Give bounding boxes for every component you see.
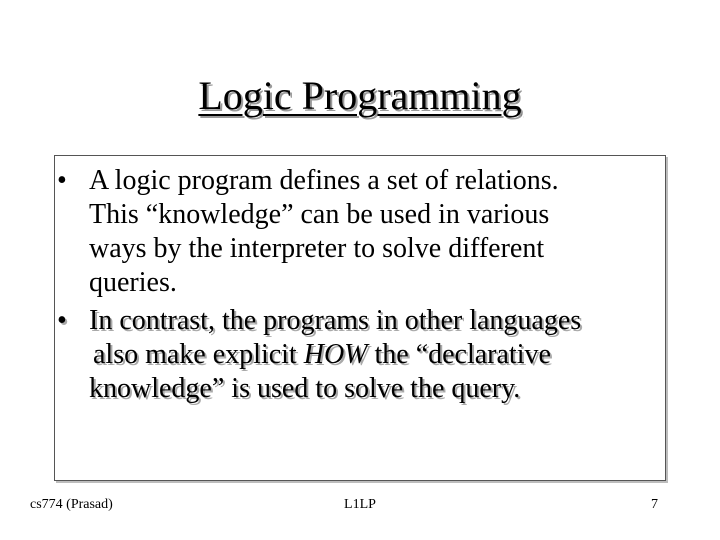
- footer-lecture: L1LP: [344, 497, 376, 512]
- slide-title: [0, 72, 720, 120]
- bullet-text: [89, 164, 667, 300]
- bullet-list: [57, 164, 667, 410]
- bullet-line: In contrast, the programs in other languages: [89, 305, 582, 336]
- bullet-line: queries.: [89, 267, 177, 298]
- footer-page-number: 7: [651, 497, 658, 512]
- bullet-marker: •: [57, 165, 67, 196]
- content-box: [54, 155, 666, 481]
- bullet-line: knowledge” is used to solve the query.: [89, 373, 521, 404]
- emphasized-word: HOW: [303, 339, 368, 370]
- slide-title-text: Logic Programming: [198, 73, 522, 118]
- bullet-text: [89, 304, 667, 406]
- bullet-line-part: also make explicit: [93, 339, 297, 370]
- bullet-item-1: [57, 164, 667, 300]
- bullet-line: A logic program defines a set of relations.: [89, 165, 559, 196]
- bullet-marker: •: [57, 305, 67, 336]
- bullet-line: This “knowledge” can be used in various: [89, 199, 550, 230]
- bullet-item-2: [57, 304, 667, 406]
- bullet-line-part: the “declarative: [374, 339, 551, 370]
- footer-course: cs774 (Prasad): [30, 497, 113, 512]
- bullet-line: [89, 338, 667, 372]
- bullet-line: ways by the interpreter to solve different: [89, 233, 545, 264]
